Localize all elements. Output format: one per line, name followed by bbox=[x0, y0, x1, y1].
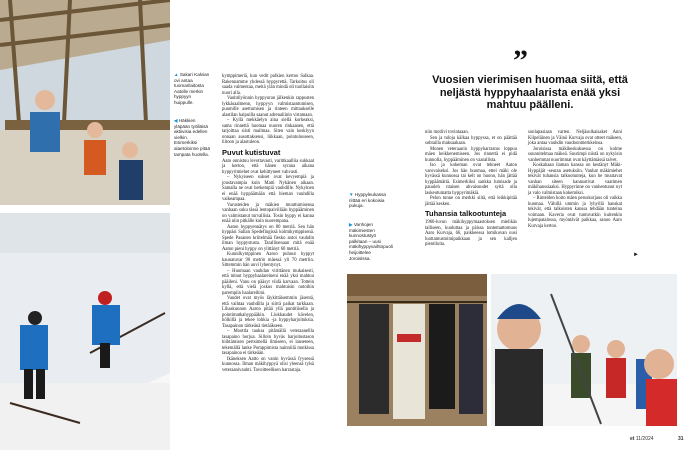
paragraph: Sen ja tuloja kälkaa hyppyssa, et on päättää sohtailla maksaakaan. bbox=[425, 135, 517, 146]
paragraph: – Nykyiseen sukset ovat kevyempiä ja joustavampia kuin Matti Nykänen aikaan. Samalla ne ovat herkempiä vauhdille. Nykyinen ei enää hyppäämään että hieman vauhdilla vaikeampaa. bbox=[222, 175, 314, 202]
photo-ski-jumpers bbox=[0, 213, 170, 450]
paragraph: Varusteiden ja mäkien muuttumisensa vanhaan suku tässä lentopaivillään hyppääminen on valmistanut turvallisia. Tosin hyppy ei kanna enää niin pitkälle kuin nuorempana. bbox=[222, 202, 314, 224]
page-footer bbox=[630, 436, 654, 442]
article-column-4 bbox=[528, 130, 622, 229]
issue-number: 11/2024 bbox=[635, 436, 654, 442]
caption-arrow-icon: ▼ bbox=[349, 192, 354, 197]
caption-arrow-icon: ▲ bbox=[174, 72, 179, 77]
pull-quote: Vuosien vierimisen huomaa siitä, että neljästä hyppyhaalarista enää yksi mahtuu päälleni. bbox=[432, 74, 628, 111]
paragraph: Kunnilkymppinen Aaron puhuut hyppyt kaunatuvar 90 metrin mäessä yli 70 metriin. Sittemmin hän uuvi lyhentynyt. bbox=[222, 252, 314, 268]
paragraph: Monen veteraanin hyppyharrastus loppuu mäen heikkenemiseen. Jos rinnettä ei pidä kunnolla, hyppääminen on vaarallista. bbox=[425, 146, 517, 163]
page-number: 31 bbox=[678, 436, 684, 442]
paragraph: niin motiivi tovintaaan. bbox=[425, 130, 469, 135]
paragraph: Joroisissa mäkikeskuksessa on kolme suunnitelmaa mäkeä. Suurimpi niistä on nykyisin vanhemmat nuorimmat ovat käyttämässä talvet. bbox=[528, 146, 622, 163]
article-column-1 bbox=[222, 74, 314, 373]
section-heading-talkootunteja: Tuhansia talkootunteja bbox=[425, 209, 507, 218]
paragraph: Aato onnistuu levottavasti, varittkaalliia sukkaat ja kertoo, että hänen syrana aikana hyppyrimiehet ovat kehittyneet vahvasti. bbox=[222, 158, 314, 175]
photo-veteran-jumpers bbox=[491, 274, 677, 426]
caption-mid-2: ▶ Vanhojen mäkimiesten kunnostustyö palkitaan – uusi mäkihyppyvaihtopuoli heijoittelee Joroisissa. bbox=[349, 222, 393, 261]
paragraph: 1960-luvun mäkihyppymaastoksen mielikäs talliseen, kuuluttaa ja päissa tuntemattomuus Aaro Kurvaja, 66, paikkeessa lomikuvan uusi luottamustoimipaikkaan ja sen kalljen pientiloita. bbox=[425, 220, 517, 247]
paragraph: – Rinteiden hoito mäen peruskorjaus oli vaikka huomaa. Vähillä ummin ja lyhyillä hanskat tekivät, että talkoisten kanssa tehdään tunteina voimaan. Kaveria ovat tuntuvatkin kuitenkin lujempatalossa, myöntävät paikkaa, sanoo Aaro Kurvaja kertoo. bbox=[528, 196, 622, 229]
paragraph: – Kyllä mekkäelyn aina siellä korkeaksi, sama rinnettä huomaa nuoren rinkaanen, että tarjoittaa siisti mailmaa. Siten vain kesklyyn onnaan ausottaksensi, liikkaan, pointulouseen, liitoon ja alastuleon. bbox=[222, 118, 314, 145]
paragraph: Koskahaan ilaman kanssa on kestänyt Mäki-Hyppäjät -seuran asetuksiin. Vanhat mäkimiehet tekivät tuhansia talkootunteja, kun he muutavat vanhan siteen kannustivat vaatimen mäkihanssiaaksi. Hyppyrinne on vanhentunut nyt ja valo valmistaan kokemiksi. bbox=[528, 163, 622, 196]
article-column-3 bbox=[425, 130, 517, 248]
magazine-brand: et bbox=[630, 436, 635, 442]
paragraph: – Moottla tauksa pitämällä veteraanellla tasapaino horjua. Silloin hyväs harjoitustason hiihtämisen pertsimellä ilmiseen, ei lanseteen, tekemällä lanke Pomppimista nainniilä mutkissa tasapainoa ei tärkeään. bbox=[222, 329, 314, 356]
section-heading-puvut: Puvut kutistuvat bbox=[222, 147, 281, 157]
paragraph: kymppimeriä, kun vedit polkien kertoo Salkaa. Rakennamme yhdessä hyppyrettä. Tarkoitus oli saada valmentaa, meitä ylän mindä oli tuollaisiin nuori alla. bbox=[222, 74, 314, 96]
caption-arrow-icon: ▶ bbox=[349, 222, 353, 227]
caption-arrow-icon: ◀ bbox=[174, 118, 178, 123]
caption-left-1: ▲ Sakari Kalvian ovi antaa tuomarilaitosta Aatolle merkin hyppyyn huippulle. bbox=[174, 72, 210, 105]
paragraph: Pelon tunne on merkki siitä, että leikkipitää jättää kesken. bbox=[425, 196, 517, 207]
paragraph: – Huomaan vauhdan virittänen mukaisesti, että minut hyppyhaalareineni enää yksi mahtuu pääileni. Vanu on pääsyt viidä karvaan. Tottein kyllä, että vielä joskus mahtuisin notoihin parempiin haalareihini. bbox=[222, 268, 314, 296]
quote-mark-icon: ” bbox=[513, 44, 528, 77]
photo-ski-lift-tower bbox=[0, 0, 170, 205]
paragraph: sonlapasiaan varten. Neljäsulkaisaket Anni Kilpeläinen ja Väinö Kurvaja ovat otteet mäkeen, joka antaa vauhdin vaudoonmerkkeinsa. bbox=[528, 130, 622, 146]
photo-ski-suits-hanging bbox=[347, 274, 487, 426]
caption-mid: ▼ Hyppyleukassa riittää eri kokoisia pukuja. bbox=[349, 192, 386, 209]
paragraph: Ikäneksen Aatto on vanin hyvässä fyysessä kunnossa. Ilman mäkihyppyä olisi yleensä tylsä veteraanivauhti. Tavoitteellisen harrastaja. bbox=[222, 356, 314, 373]
paragraph: Aaton hyppyennätys on 80 metriä. Sen hän hyppäsi Sallan Spedefingissä kolmikymppisenä. Spede Pasanen kriitelmää fiesko antoi vauhdin ilman hyppystusta. Tarallinenaan mitä enää Aaton pieni hyppy on ylittänyt 60 metriä. bbox=[222, 224, 314, 252]
continue-arrow-icon: ► bbox=[633, 252, 639, 258]
paragraph: Vaudet ovat myös läykittäisemmin jäsentä, että vaihtaa vauhdilla ja siirrä paikat tarkkaan. Lihaskunnon Aaron pitää yllä puntitiisella ja pointimatkahyppääkin. Liukkaudet kävelen, hölkillä ja tekee lohkia -ja hyppyharjoituksia. Tasapainon tärkeänä tietääkseen. bbox=[222, 296, 314, 329]
paragraph: Iso ja kokeman ovat tehneet Aaton varovaiseksi. Jos hän huomaa, ettei mäki ole hyvässä kunnossa tai kelt on huono, hän jättää hyppäämättä. Esimerkiksi sankka lumisade ja pauuleh ntaisen ahvaisuudet syitä olla laskeutumatta hyppyrimäkiä. bbox=[425, 163, 517, 196]
paragraph: Vauhtilyönnin hyppyuran jälkenkin rappusten lykkäsaalmenn, hyppyyn valmistaantumisen, puomille asettumisen ja rinteen mittaukselle alastilan haipuilla saanut adrenaliinin virtamaan. bbox=[222, 96, 314, 118]
caption-left-2: ◀ Häkkien yläpään työlläisä aktiivisia edellen vielkin. Esimerkiksi alaetoloinne pitää tampata huolella. bbox=[174, 118, 211, 157]
